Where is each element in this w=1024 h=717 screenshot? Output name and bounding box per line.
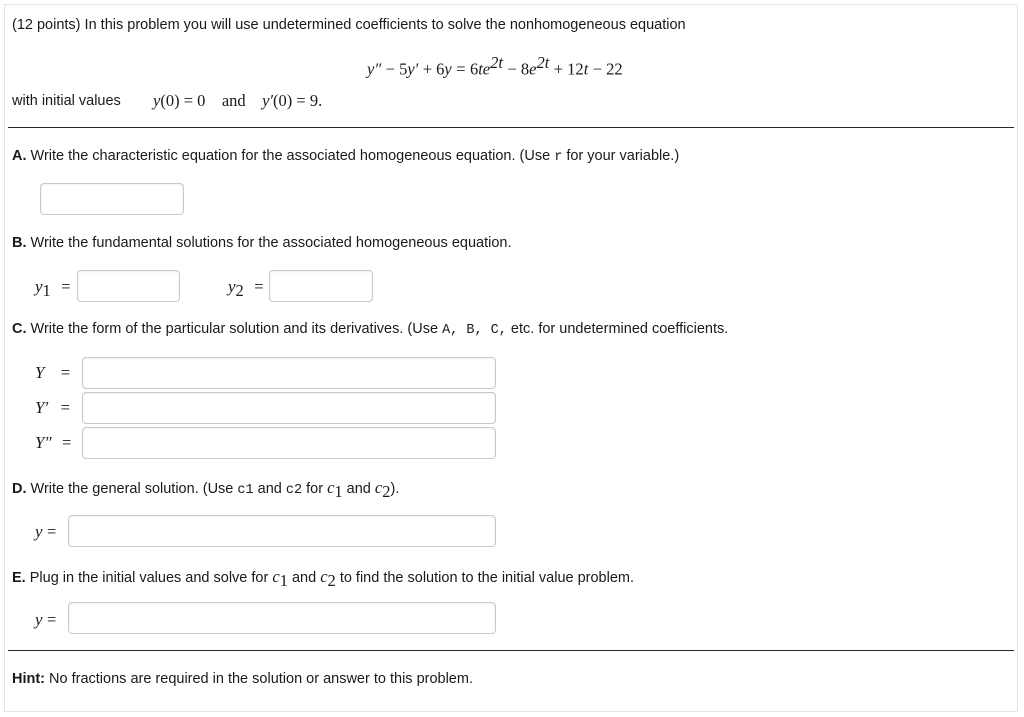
part-e-prompt: E. Plug in the initial values and solve for $c_1$ and $c_2$ to find the solution to the initial value problem. <box>12 567 635 590</box>
particular-first-derivative-input[interactable] <box>82 392 496 424</box>
general-solution-input[interactable] <box>68 515 496 547</box>
problem-statement <box>12 17 686 33</box>
Y-double-prime-label: Y″ = <box>35 433 72 452</box>
divider-top <box>8 127 1014 128</box>
part-a-prompt: A. Write the characteristic equation for the associated homogeneous equation. (Use r for your variable.) <box>12 148 680 165</box>
y1-input[interactable] <box>77 270 180 302</box>
initial-values-label: with initial values <box>12 93 121 109</box>
characteristic-equation-input[interactable] <box>40 183 184 215</box>
initial-values: y(0) = 0 and y′(0) = 9. <box>153 91 323 110</box>
part-d-prompt: D. Write the general solution. (Use c1 and c2 for $c_1$ and $c_2$). <box>12 478 400 501</box>
particular-solution-input[interactable] <box>82 357 496 389</box>
particular-second-derivative-input[interactable] <box>82 427 496 459</box>
ode-equation: $y'' - 5y' + 6y = 6te^{2t} - 8e^{2t} + 12t - 22$ <box>367 53 623 79</box>
Y-prime-label: Y′ = <box>35 398 70 417</box>
ivp-solution-label: y = <box>35 610 57 629</box>
hint: Hint: No fractions are required in the solution or answer to this problem. <box>12 671 473 687</box>
y1-label: $y_1$ = <box>35 277 71 301</box>
Y-label: Y = <box>35 363 71 382</box>
part-b-prompt: B. Write the fundamental solutions for the associated homogeneous equation. <box>12 235 512 251</box>
divider-bottom <box>8 650 1014 651</box>
points-label: (12 points) <box>12 17 81 33</box>
statement-text: In this problem you will use undetermined coefficients to solve the nonhomogeneous equation <box>84 17 686 33</box>
y2-input[interactable] <box>269 270 373 302</box>
ivp-solution-input[interactable] <box>68 602 496 634</box>
part-c-prompt: C. Write the form of the particular solution and its derivatives. (Use A, B, C, etc. for undetermined coefficients. <box>12 321 729 338</box>
general-solution-label: y = <box>35 522 57 541</box>
y2-label: $y_2$ = <box>228 277 264 301</box>
